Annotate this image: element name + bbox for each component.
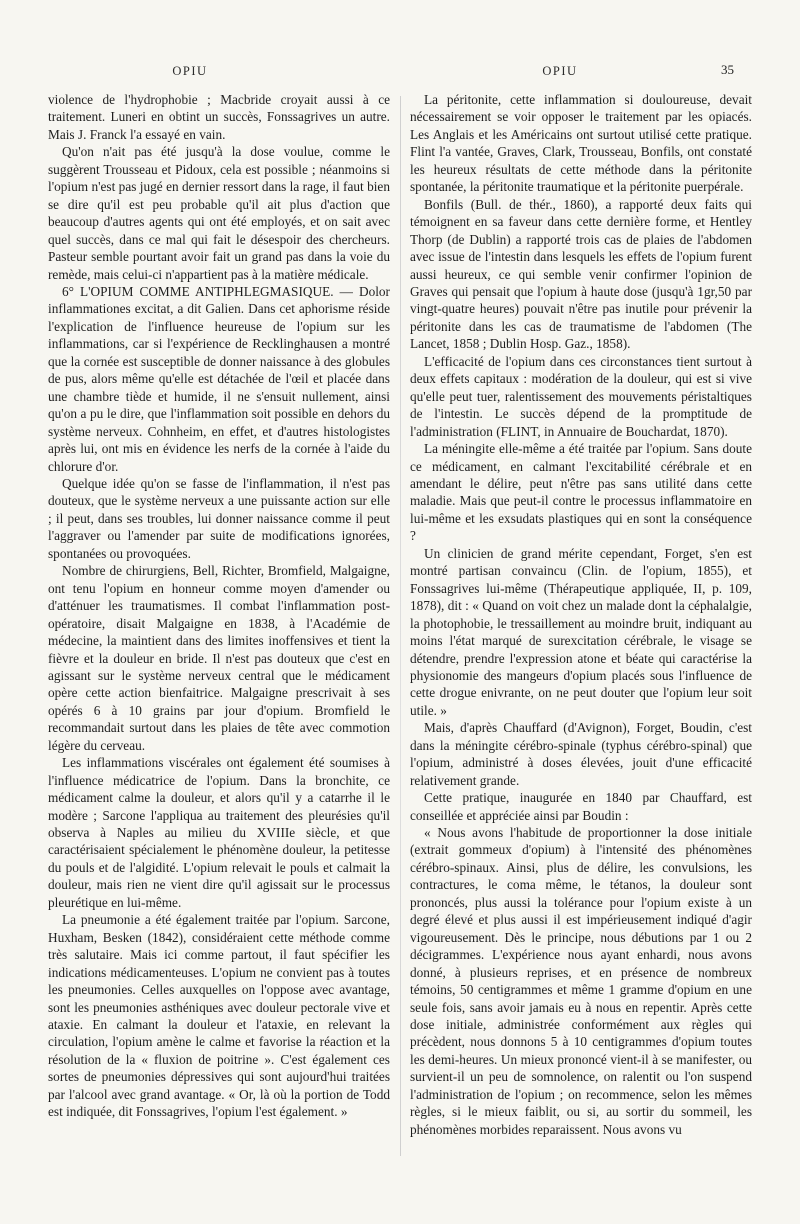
paragraph: La pneumonie a été également traitée par l'opium. Sarcone, Huxham, Besken (1842), considéraient cette méthode comme très salutaire. Mais ici comme partout, il faut spécifier les indications médicamenteuses. L'opium ne convient pas à toutes les pneumonies. Celles auxquelles on l'oppose avec avantage, sont les pneumonies asthéniques avec douleur pectorale vive et ataxie. En calmant la douleur et l'ataxie, en relevant la circulation, l'opium amène le calme et favorise la réaction et la résolution de la « fluxion de poitrine ». C'est également ces sortes de pneumonies dépressives qui sont aujourd'hui traitées par l'alcool avec grand avantage. « Or, là où la portion de Todd est indiquée, dit Fonssagrives, l'opium l'est également. » <box>48 912 390 1120</box>
page-number: 35 <box>721 62 734 77</box>
paragraph: Un clinicien de grand mérite cependant, Forget, s'en est montré partisan convaincu (Clin. de l'opium, 1855), et Fonssagrives lui-même (Thérapeutique appliquée, II, p. 109, 1878), dit : « Quand on voit chez un malade dont la céphalalgie, la photophobie, le tressaillement au moindre bruit, indiquant au moins l'état marqué de surexcitation cérébrale, le visage se détendre, prendre l'expression atone et béate qui caractérise la physionomie des mangeurs d'opium placés sous l'influence de cette drogue enivrante, on ne peut douter que l'opium leur soit utile. » <box>410 545 752 718</box>
paragraph: violence de l'hydrophobie ; Macbride croyait aussi à ce traitement. Luneri en obtint un succès, Fonssagrives un autre. Mais J. Franck l'a essayé en vain. <box>48 92 390 142</box>
paragraph: La péritonite, cette inflammation si douloureuse, devait nécessairement se voir opposer le traitement par les opiacés. Les Anglais et les Américains ont surtout utilisé cette pratique. Flint l'a vantée, Graves, Clark, Trousseau, Bonfils, ont constaté les heureux résultats de cette méthode dans la péritonite spontanée, la péritonite traumatique et la péritonite puerpérale. <box>410 92 752 195</box>
paragraph: « Nous avons l'habitude de proportionner la dose initiale (extrait gommeux d'opium) à l'intensité des phénomènes cérébro-spinaux. Ainsi, plus de délire, les convulsions, les contractures, le coma même, le tétanos, la douleur sont prononcés, plus aussi la tolérance pour l'opium existe à un degré élevé et plus aussi il est impérieusement indiqué d'agir vigoureusement. Dès le principe, nous débutions par 1 ou 2 décigrammes. L'expérience nous ayant enhardi, nous avons donné, à plusieurs reprises, et en présence de nombreux témoins, 50 centigrammes et même 1 gramme d'opium en une seule fois, sans avoir jamais eu à nous en repentir. Après cette dose initiale, administrée conformément aux règles qui précèdent, nous donnons 5 à 10 centigrammes d'opium toutes les demi-heures. Un mieux prononcé vient-il à se manifester, ou survient-il un peu de somnolence, on ralentit ou l'on suspend l'administration de l'opium ; on recommence, selon les mêmes règles, si le mieux faiblit, ou si, au sortir du sommeil, les phénomènes morbides reparaissent. Nous avons vu <box>410 825 752 1137</box>
running-head-right: OPIU <box>542 64 578 78</box>
paragraph: Mais, d'après Chauffard (d'Avignon), Forget, Boudin, c'est dans la méningite cérébro-spinale (typhus cérébro-spinal) que l'opium, administré à doses élevées, jouit d'une efficacité relativement grande. <box>410 720 752 788</box>
paragraph: Qu'on n'ait pas été jusqu'à la dose voulue, comme le suggèrent Trousseau et Pidoux, cela est possible ; néanmoins si l'opium n'est pas jugé en dernier ressort dans la rage, il faut bien se dire qu'il est peu probable qu'il ait plus d'action que beaucoup d'autres agents qui ont été employés, et on sait avec quel succès, dans ce mal qui fait le désespoir des chercheurs. Pasteur semble pourtant avoir fait un grand pas dans la voie du remède, mais celui-ci n'appartient pas à la matière médicale. <box>48 144 390 282</box>
paragraph: Nombre de chirurgiens, Bell, Richter, Bromfield, Malgaigne, ont tenu l'opium en honneur comme moyen d'amender ou d'atténuer les traumatismes. Il combat l'inflammation post-opératoire, disait Malgaigne en 1838, à l'Académie de médecine, la maintient dans des limites inoffensives et tient la fièvre et la douleur en bride. Il n'est pas douteux que c'est en agissant sur le système nerveux central que le médicament opère cette action bienfaitrice. Malgaigne prescrivait à ses opérés 6 à 10 grains par jour d'opium. Bromfield le recommandait surtout dans les plaies de tête avec commotion légère du cerveau. <box>48 563 390 753</box>
right-column <box>410 91 752 1181</box>
paragraph: L'efficacité de l'opium dans ces circonstances tient surtout à deux effets capitaux : modération de la douleur, qui est si vive qu'elle peut tuer, ralentissement des mouvements péristaltiques de l'intestin. Le succès dépend de la promptitude de l'administration (FLINT, in Annuaire de Bouchardat, 1870). <box>410 353 752 439</box>
paragraph: Les inflammations viscérales ont également été soumises à l'influence médicatrice de l'opium. Dans la bronchite, ce médicament calme la douleur, et alors qu'il y a catarrhe il le modère ; Sarcone l'appliqua au traitement des pleurésies qu'il observa à Naples au milieu du XVIIIe siècle, et que caractérisaient spécialement le phénomène douleur, la petitesse du pouls et de l'algidité. L'opium relevait le pouls et calmait la douleur, mais rien ne vient dire qu'il agissait sur le processus pleurétique en lui-même. <box>48 755 390 910</box>
running-head-left: OPIU <box>172 64 208 78</box>
paragraph: Quelque idée qu'on se fasse de l'inflammation, il n'est pas douteux, que le système nerveux a une puissante action sur elle ; il peut, dans ses troubles, lui donner naissance comme il peut l'aggraver ou l'amender par suite de modifications ignorées, spontanées ou provoquées. <box>48 475 390 561</box>
paragraph: 6° L'OPIUM COMME ANTIPHLEGMASIQUE. — Dolor inflammationes excitat, a dit Galien. Dans cet aphorisme réside l'explication de l'influence heureuse de l'opium sur les inflammations, car si l'expérience de Recklinghausen a montré que la cornée est susceptible de donner naissance à des globules de pus, alors même qu'elle est détachée de l'œil et placée dans une chambre tiède et humide, il ne s'ensuit nullement, ainsi qu'on a pu le dire, que l'inflammation soit possible en dehors du système nerveux. Cohnheim, en effet, et d'autres histologistes après lui, ont mis en évidence les nerfs de la cornée à l'aide du chlorure d'or. <box>48 283 390 474</box>
paragraph: Bonfils (Bull. de thér., 1860), a rapporté deux faits qui témoignent en sa faveur dans cette dernière forme, et Hentley Thorp (de Dublin) a rapporté trois cas de plaies de l'abdomen avec issue de l'intestin dans lesquels les effets de l'opium furent aussi heureux, ce qui semble venir confirmer l'opinion de Graves qui pensait que l'opium à haute dose (jusqu'à 1gr,50 par vingt-quatre heures) pouvait n'être pas inutile pour prévenir la péritonite dans les cas de traumatisme de l'abdomen (The Lancet, 1858 ; Dublin Hosp. Gaz., 1858). <box>410 196 752 352</box>
paragraph: La méningite elle-même a été traitée par l'opium. Sans doute ce médicament, en calmant l'excitabilité cérébrale et en amendant le délire, peut n'être pas sans utilité dans cette maladie. Mais que peut-il contre le processus inflammatoire en lui-même et les exsudats plastiques qui en sont la conséquence ? <box>410 441 752 544</box>
left-column <box>48 91 390 1181</box>
paragraph: Cette pratique, inaugurée en 1840 par Chauffard, est conseillée et appréciée ainsi par Boudin : <box>410 790 752 823</box>
column-divider <box>400 96 401 1156</box>
